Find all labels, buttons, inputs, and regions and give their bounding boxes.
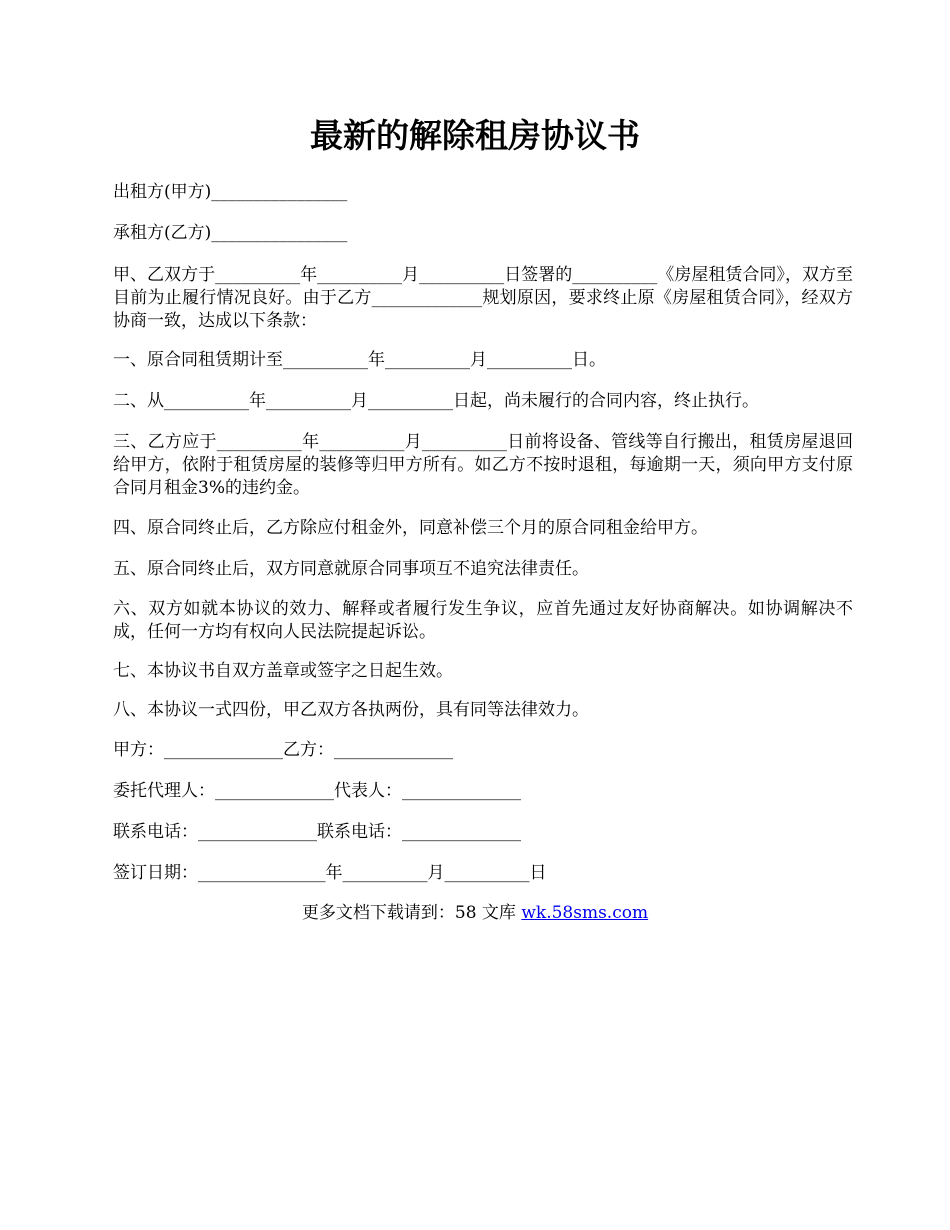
download-footer [0, 902, 950, 925]
clause-2: 二、从__________年__________月__________日起，尚未履行的合同内容，终止执行。 [113, 391, 759, 411]
document-title: 最新的解除租房协议书 [310, 116, 640, 155]
signature-phones: 联系电话：______________联系电话：______________ [113, 822, 521, 842]
signature-agents: 委托代理人：______________代表人：______________ [113, 781, 521, 801]
clause-4: 四、原合同终止后，乙方除应付租金外，同意补偿三个月的原合同租金给甲方。 [113, 518, 708, 538]
footer-link[interactable]: wk.58sms.com [521, 903, 649, 923]
clause-7: 七、本协议书自双方盖章或签字之日起生效。 [113, 661, 453, 681]
lessee-line: 承租方(乙方)________________ [113, 223, 348, 243]
signing-date: 签订日期：_______________年__________月__________日 [113, 863, 547, 883]
lessor-line: 出租方(甲方)________________ [113, 182, 348, 202]
clause-1: 一、原合同租赁期计至__________年__________月__________日。 [113, 350, 606, 370]
clause-3: 三、乙方应于__________年__________月__________日前将设备、管线等自行搬出，租赁房屋退回给甲方，依附于租赁房屋的装修等归甲方所有。如乙方不按时退租，每逾期一天，须向甲方支付原合同月租金3%的违约金。 [113, 432, 853, 498]
clause-5: 五、原合同终止后，双方同意就原合同事项互不追究法律责任。 [113, 559, 589, 579]
clause-8: 八、本协议一式四份，甲乙双方各执两份，具有同等法律效力。 [113, 700, 589, 720]
clause-6: 六、双方如就本协议的效力、解释或者履行发生争议，应首先通过友好协商解决。如协调解决不成，任何一方均有权向人民法院提起诉讼。 [113, 599, 853, 642]
signature-parties: 甲方：______________乙方：______________ [113, 740, 453, 760]
preamble-paragraph: 甲、乙双方于__________年__________月__________日签署的__________《房屋租赁合同》，双方至目前为止履行情况良好。由于乙方_____________规划原因，要求终止原《房屋租赁合同》，经双方协商一致，达成以下条款： [113, 265, 853, 331]
footer-text: 更多文档下载请到：58 文库 [301, 903, 522, 923]
